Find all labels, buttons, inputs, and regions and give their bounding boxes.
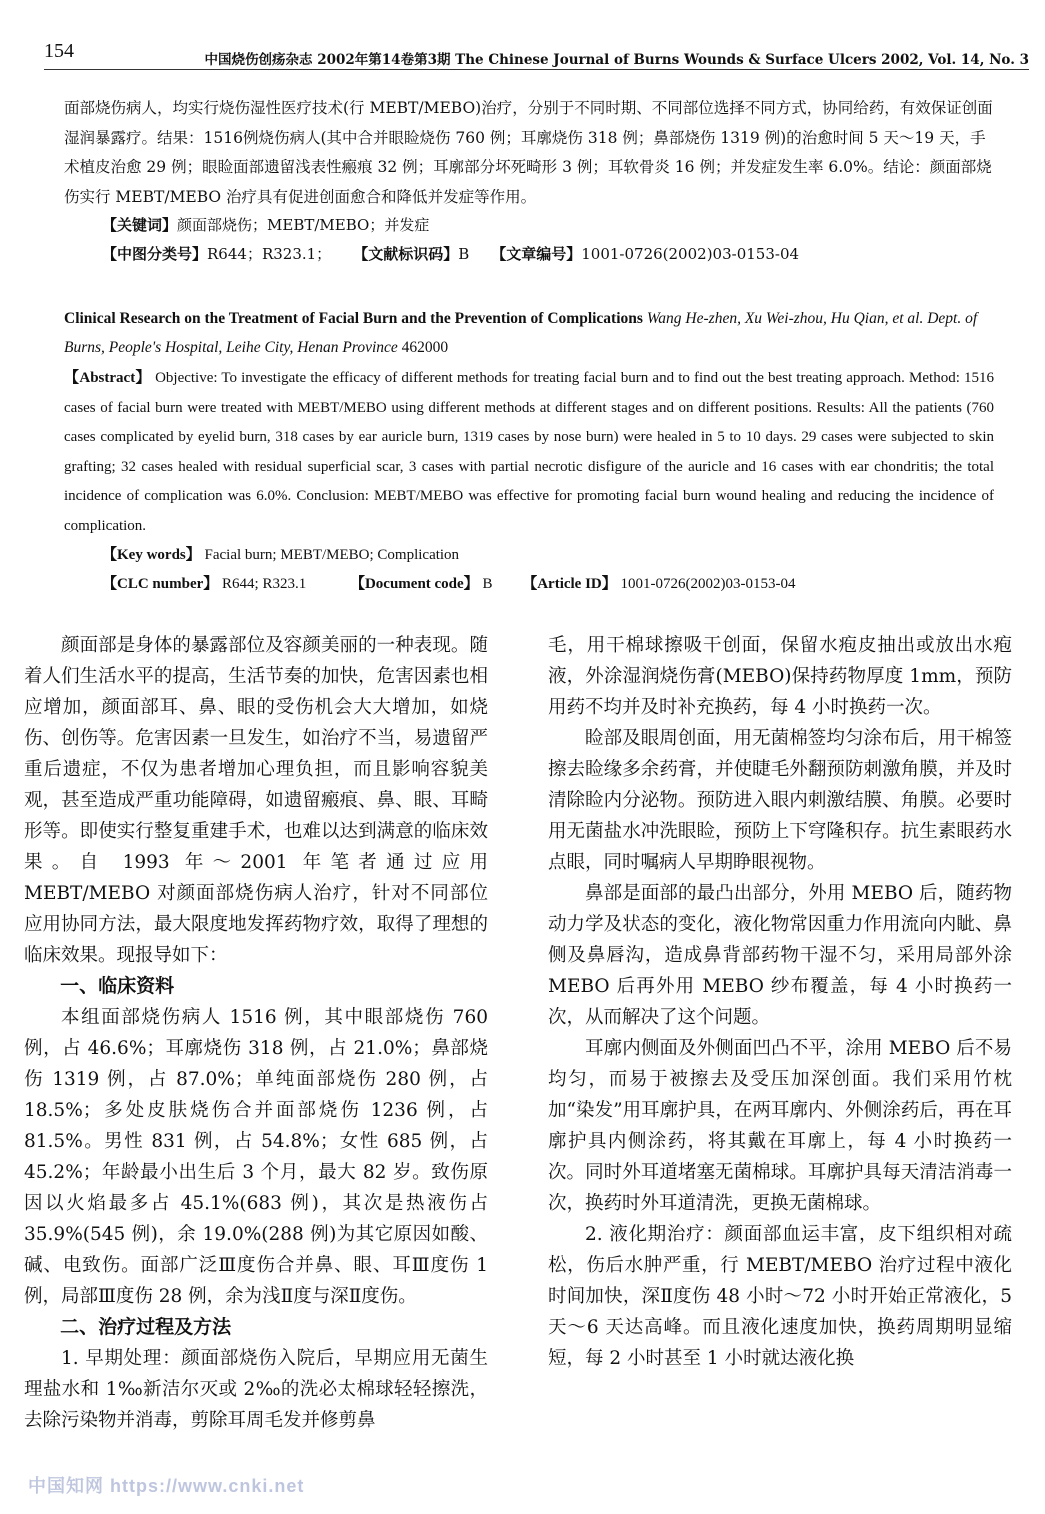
body-left-column — [24, 630, 488, 1436]
body-paragraph: 颜面部是身体的暴露部位及容颜美丽的一种表现。随着人们生活水平的提高，生活节奏的加快，危害因素也相应增加，颜面部耳、鼻、眼的受伤机会大大增加，如烧伤、创伤等。危害因素一旦发生，如治疗不当，易遗留严重后遗症，不仅为患者增加心理负担，而且影响容貌美观，甚至造成严重功能障碍，如遗留瘢痕、鼻、眼、耳畸形等。即使实行整复重建手术，也难以达到满意的临床效果。自 1993 年～2001 年笔者通过应用 MEBT/MEBO 对颜面部烧伤病人治疗，针对不同部位应用协同方法，最大限度地发挥药物疗效，取得了理想的临床效果。现报导如下： — [24, 635, 488, 966]
en-doc-code-value: B — [482, 576, 493, 592]
keywords-tag: 【关键词】 — [102, 216, 178, 234]
keywords-value: 颜面部烧伤；MEBT/MEBO；并发症 — [177, 216, 430, 234]
en-clc-value: R644; R323.1 — [222, 576, 307, 592]
chinese-keywords — [102, 211, 429, 240]
chinese-classification — [102, 240, 799, 269]
cnki-watermark: 中国知网 https://www.cnki.net — [28, 1476, 305, 1496]
chinese-abstract — [64, 94, 994, 212]
english-keywords — [102, 541, 459, 570]
abstract-tag: 【Abstract】 — [64, 370, 151, 386]
page-number: 154 — [44, 40, 74, 62]
en-clc-tag: 【CLC number】 — [102, 576, 219, 592]
english-classification — [102, 570, 796, 599]
english-abstract — [64, 364, 994, 541]
clc-value: R644；R323.1； — [207, 245, 332, 263]
header-rule — [44, 69, 1029, 70]
en-article-id-value: 1001-0726(2002)03-0153-04 — [620, 576, 796, 592]
doc-code-value: B — [458, 245, 470, 263]
body-paragraph: 睑部及眼周创面，用无菌棉签均匀涂布后，用干棉签擦去睑缘多余药膏，并使睫毛外翻预防刺激角膜，并及时清除睑内分泌物。预防进入眼内刺激结膜、角膜。必要时用无菌盐水冲洗眼睑，预防上下穹隆积存。抗生素眼药水点眼，同时嘱病人早期睁眼视物。 — [548, 728, 1012, 873]
page-header — [44, 40, 1029, 68]
article-id-tag: 【文章编号】 — [491, 245, 582, 263]
section-heading: 一、临床资料 — [60, 975, 175, 997]
body-paragraph: 耳廓内侧面及外侧面凹凸不平，涂用 MEBO 后不易均匀，而易于被擦去及受压加深创面。我们采用竹枕加“染发”用耳廓护具，在两耳廓内、外侧涂药后，再在耳廓护具内侧涂药，将其戴在耳廓上，每 4 小时换药一次。同时外耳道堵塞无菌棉球。耳廓护具每天清洁消毒一次，换药时外耳道清洗，更换无菌棉球。 — [548, 1038, 1012, 1214]
article-id-value: 1001-0726(2002)03-0153-04 — [581, 245, 800, 263]
en-article-id-tag: 【Article ID】 — [522, 576, 617, 592]
english-affiliation: Dept. of Burns, People's Hospital, Leihe City, Henan Province — [64, 310, 978, 356]
english-authors: Wang He-zhen, Xu Wei-zhou, Hu Qian, et al. — [646, 310, 924, 327]
en-keywords-tag: 【Key words】 — [102, 547, 201, 563]
english-postcode: 462000 — [401, 339, 449, 356]
en-doc-code-tag: 【Document code】 — [349, 576, 479, 592]
en-keywords-value: Facial burn; MEBT/MEBO; Complication — [204, 547, 460, 563]
english-title-block — [64, 304, 994, 362]
body-paragraph: 鼻部是面部的最凸出部分，外用 MEBO 后，随药物动力学及状态的变化，液化物常因重力作用流向内眦、鼻侧及鼻唇沟，造成鼻背部药物干湿不匀，采用局部外涂 MEBO 后再外用 MEBO 纱布覆盖，每 4 小时换药一次，从而解决了这个问题。 — [548, 883, 1012, 1028]
section-heading: 二、治疗过程及方法 — [60, 1316, 232, 1338]
doc-code-tag: 【文献标识码】 — [353, 245, 459, 263]
body-paragraph: 毛，用干棉球擦吸干创面，保留水疱皮抽出或放出水疱液，外涂湿润烧伤膏(MEBO)保持药物厚度 1mm，预防用药不均并及时补充换药，每 4 小时换药一次。 — [548, 635, 1012, 718]
english-title: Clinical Research on the Treatment of Facial Burn and the Prevention of Complications — [64, 310, 643, 327]
running-head: 中国烧伤创疡杂志 2002年第14卷第3期 The Chinese Journal of Burns Wounds & Surface Ulcers 2002, Vol. 14, No. 3 — [204, 52, 1029, 68]
body-paragraph: 1. 早期处理：颜面部烧伤入院后，早期应用无菌生理盐水和 1‰新洁尔灭或 2‰的洗必太棉球轻轻擦洗，去除污染物并消毒，剪除耳周毛发并修剪鼻 — [24, 1348, 488, 1431]
body-paragraph: 本组面部烧伤病人 1516 例，其中眼部烧伤 760 例，占 46.6%；耳廓烧伤 318 例，占 21.0%；鼻部烧伤 1319 例，占 87.0%；单纯面部烧伤 280 例，占 18.5%；多处皮肤烧伤合并面部烧伤 1236 例，占 81.5%。男性 831 例，占 54.8%；女性 685 例，占 45.2%；年龄最小出生后 3 个月，最大 82 岁。致伤原因以火焰最多占 45.1%(683 例)，其次是热液伤占 35.9%(545 例)，余 19.0%(288 例)为其它原因如酸、碱、电致伤。面部广泛Ⅲ度伤合并鼻、眼、耳Ⅲ度伤 1 例，局部Ⅲ度伤 28 例，余为浅Ⅱ度与深Ⅱ度伤。 — [24, 1007, 488, 1307]
chinese-abstract-text: 面部烧伤病人，均实行烧伤湿性医疗技术(行 MEBT/MEBO)治疗，分别于不同时期、不同部位选择不同方式，协同给药，有效保证创面湿润暴露疗。结果：1516例烧伤病人(其中合并眼睑烧伤 760 例；耳廓烧伤 318 例；鼻部烧伤 1319 例)的治愈时间 5 天～19 天，手术植皮治愈 29 例；眼睑面部遗留浅表性瘢痕 32 例；耳廓部分坏死畸形 3 例；耳软骨炎 16 例；并发症发生率 6.0%。结论：颜面部烧伤实行 MEBT/MEBO 治疗具有促进创面愈合和降低并发症等作用。 — [64, 99, 993, 206]
english-abstract-text: Objective: To investigate the efficacy of different methods for treating facial burn and to find out the best treating approach. Method: 1516 cases of facial burn were treated with MEBT/MEBO using different methods at different stages and on different positions. Results: All the patients (760 cases complicated by eyelid burn, 318 cases by ear auricle burn, 1319 cases by nose burn) were healed in 5 to 10 days. 29 cases were subjected to skin grafting; 32 cases healed with residual superficial scar, 3 cases with partial necrotic disfigure of the auricle and 16 cases with ear chondritis; the total incidence of complication was 6.0%. Conclusion: MEBT/MEBO was effective for promoting facial burn wound healing and reducing the incidence of complication. — [64, 370, 994, 534]
clc-tag: 【中图分类号】 — [102, 245, 208, 263]
body-right-column — [548, 630, 1012, 1374]
body-paragraph: 2. 液化期治疗：颜面部血运丰富，皮下组织相对疏松，伤后水肿严重，行 MEBT/MEBO 治疗过程中液化时间加快，深Ⅱ度伤 48 小时～72 小时开始正常液化，5 天～6 天达高峰。而且液化速度加快，换药周期明显缩短，每 2 小时甚至 1 小时就达液化换 — [548, 1224, 1012, 1369]
